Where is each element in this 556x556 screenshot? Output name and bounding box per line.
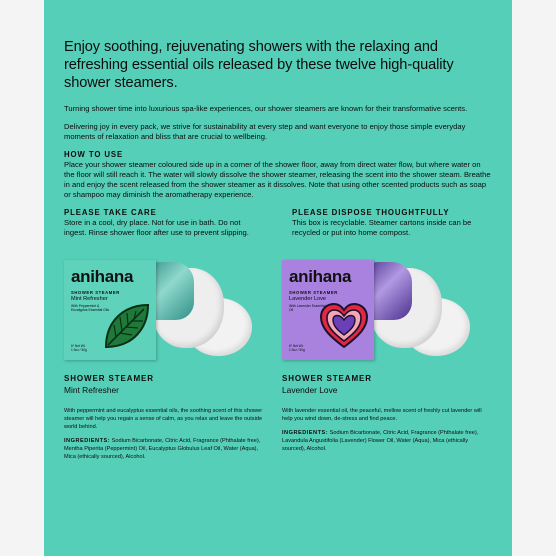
- ingredients-list: Sodium Bicarbonate, Citric Acid, Fragrance (Phthalate free), Mentha Piperita (Peppermint) Oil, Eucalyptus Globulus Leaf Oil, Water (Aqua), Mica (ethically sourced), Alcohol.: [64, 438, 261, 460]
- product-image: [64, 260, 264, 360]
- box-description: With Peppermint & Eucalyptus Essential Oils: [71, 304, 110, 313]
- care-dispose-row: [64, 208, 492, 238]
- dispose-heading: PLEASE DISPOSE THOUGHTFULLY: [292, 208, 450, 217]
- product-mint-refresher: [64, 260, 274, 467]
- box-category: SHOWER STEAMER: [71, 290, 120, 295]
- box-product-name: Mint Refresher: [71, 296, 108, 302]
- products-row: [64, 260, 492, 467]
- product-ingredients: [64, 437, 270, 461]
- product-ingredients: [282, 429, 488, 453]
- product-description: With peppermint and eucalyptus essential oils, the soothing scent of this shower steamer will help you regain a sense of calm, as you relax and leave the outside world behind.: [64, 408, 263, 430]
- intro-paragraph-1: Turning shower time into luxurious spa-like experiences, our shower steamers are known for their transformative scents.: [64, 104, 468, 113]
- product-name: Lavender Love: [282, 385, 338, 395]
- box-product-name: Lavender Love: [289, 296, 327, 302]
- ingredients-label: INGREDIENTS:: [64, 438, 111, 444]
- care-heading: PLEASE TAKE CARE: [64, 208, 157, 217]
- box-net-weight: 6* Net Wt. 1.9oz / 50g: [71, 344, 87, 352]
- care-text: Store in a cool, dry place. Not for use in bath. Do not ingest. Rinse shower floor after use to prevent slipping.: [64, 218, 249, 237]
- dispose-text: This box is recyclable. Steamer cartons inside can be recycled or put into home compost.: [292, 218, 472, 237]
- product-image: [282, 260, 482, 360]
- box-description: With Lavender Essential Oil: [289, 304, 326, 313]
- product-title: [282, 374, 492, 395]
- product-category: SHOWER STEAMER: [282, 374, 372, 383]
- dispose-section: [292, 208, 492, 238]
- ingredients-label: INGREDIENTS:: [282, 430, 329, 436]
- box-category: SHOWER STEAMER: [289, 290, 338, 295]
- heart-icon: [318, 301, 370, 356]
- intro-headline: Enjoy soothing, rejuvenating showers with the relaxing and refreshing essential oils released by these twelve high-quality shower steamers.: [64, 39, 454, 91]
- ingredients-list: Sodium Bicarbonate, Citric Acid, Fragrance (Phthalate free), Lavandula Angustifolia (Lavender) Flower Oil, Water (Aqua), Mica (ethically sourced), Alcohol.: [282, 430, 479, 452]
- product-lavender-love: [282, 260, 492, 467]
- brand-logo: anihana: [71, 267, 134, 286]
- product-description: With lavender essential oil, the peaceful, mellow scent of freshly cut lavender will help you wind down, de-stress and find peace.: [282, 408, 482, 422]
- mint-leaf-icon: [102, 301, 152, 356]
- care-section: [64, 208, 264, 238]
- how-to-use-section: [64, 150, 492, 200]
- brand-logo: anihana: [289, 267, 352, 286]
- product-category: SHOWER STEAMER: [64, 374, 154, 383]
- product-name: Mint Refresher: [64, 385, 119, 395]
- product-title: [64, 374, 274, 395]
- box-net-weight: 6* Net Wt. 1.9oz / 50g: [289, 344, 305, 352]
- how-to-use-text: Place your shower steamer coloured side up in a corner of the shower floor, away from direct water flow, but where water on the floor will still reach it. The water will slowly dissolve the shower steamer, releasing the scent into the shower steam. Breathe in and enjoy the scent released from the shower steamer as it dissolves. Note that using other scented products such as soap or shampoo may diminish the aromatherapy experience.: [64, 160, 491, 199]
- product-box: [282, 260, 374, 360]
- packaging-back-panel: [44, 0, 512, 556]
- intro-paragraph-2: Delivering joy in every pack, we strive for sustainability at every step and want everyone to enjoy those simple everyday moments of relaxation and bliss that are crucial to wellbeing.: [64, 122, 466, 141]
- how-to-use-heading: HOW TO USE: [64, 150, 124, 159]
- product-box: [64, 260, 156, 360]
